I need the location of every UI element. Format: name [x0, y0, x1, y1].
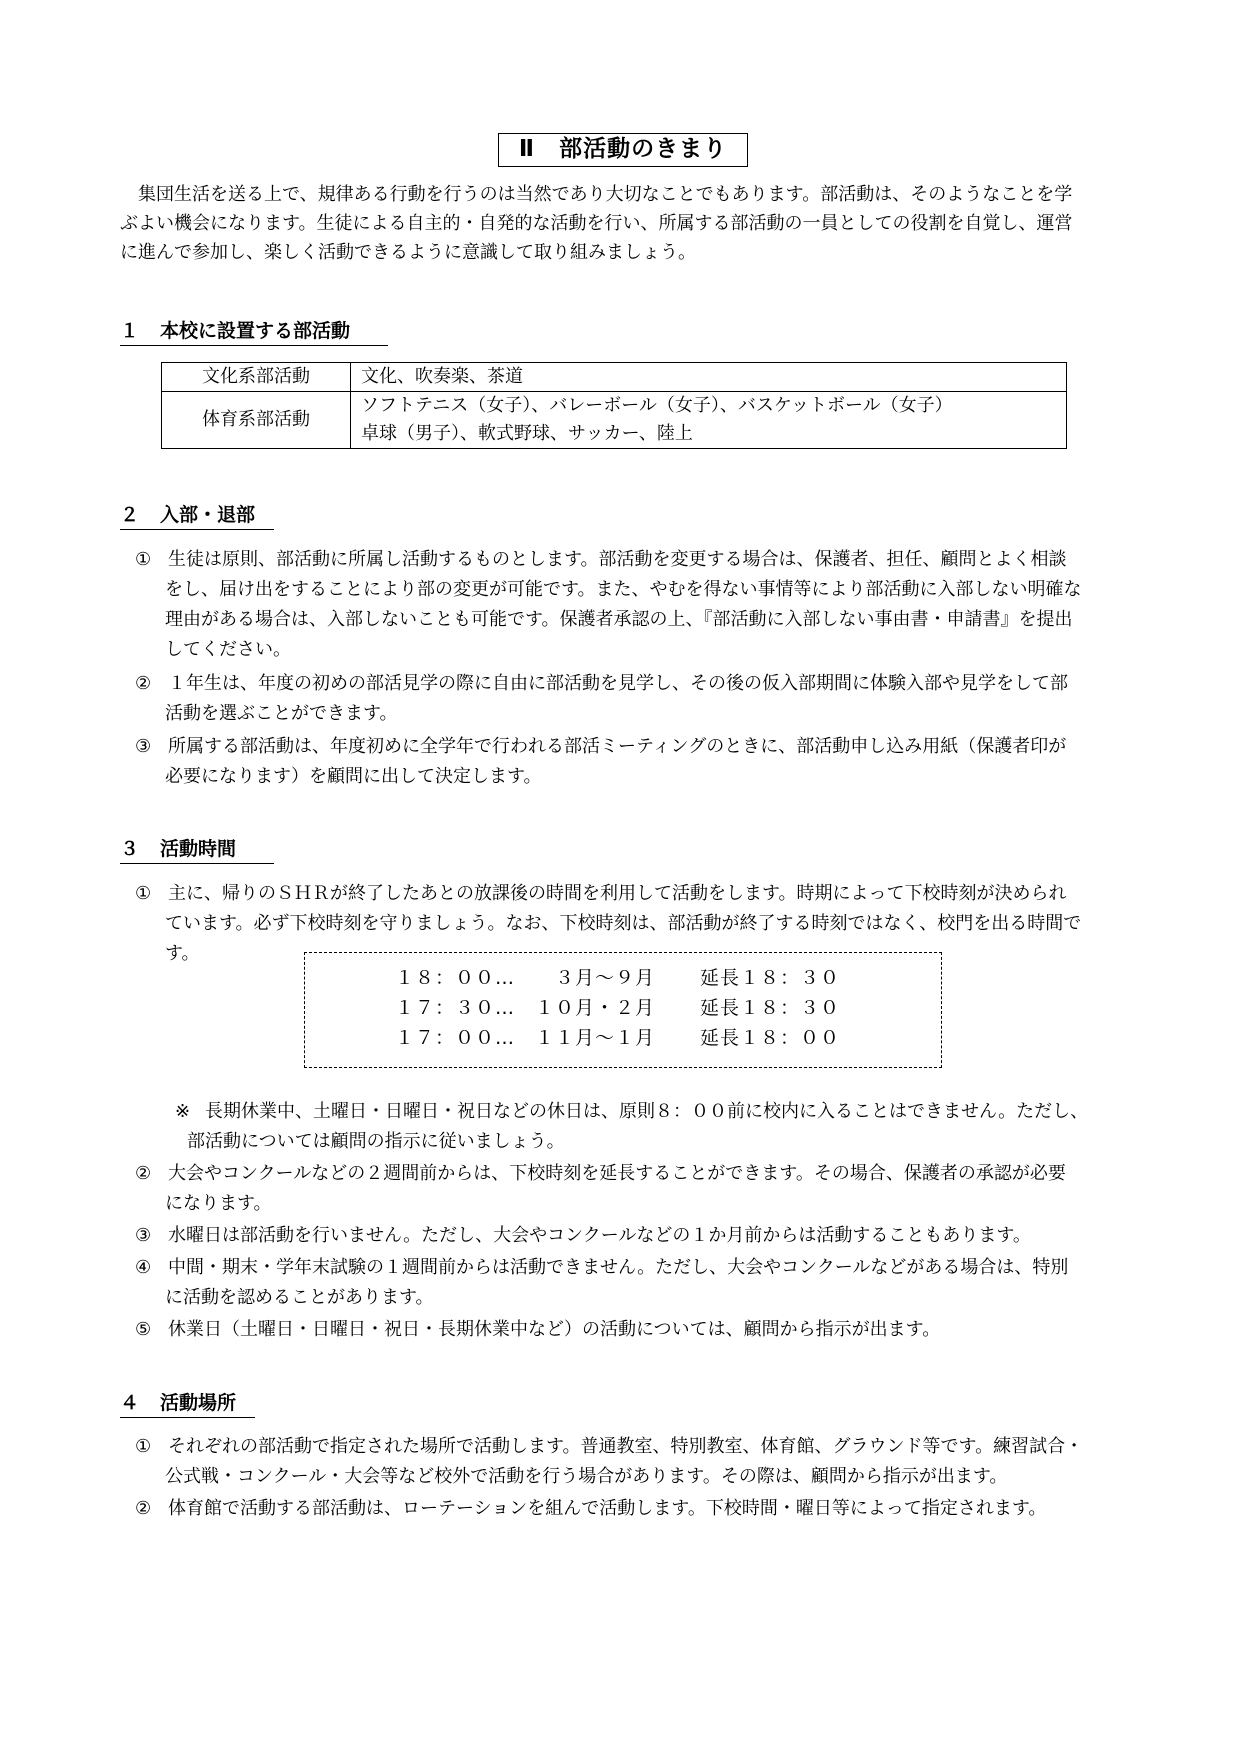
item-line: 公式戦・コンクール・大会等など校外で活動を行う場合があります。その際は、顧問から指示が出ます。	[165, 1466, 1008, 1487]
section-heading-2	[120, 502, 274, 530]
schedule-time: １７：３０…	[395, 997, 516, 1019]
item-line: 必要になります）を顧問に出して決定します。	[165, 766, 542, 787]
section-heading-1	[120, 318, 388, 346]
item-line: してください。	[165, 639, 291, 660]
item-line: 体育館で活動する部活動は、ローテーションを組んで活動します。下校時間・曜日等によって指定されます。	[168, 1498, 1047, 1519]
item-marker: ④	[135, 1257, 152, 1278]
sports-clubs-list	[351, 392, 1067, 449]
list-item	[135, 669, 1135, 729]
list-item	[135, 1253, 1135, 1313]
sports-clubs-line: ソフトテニス（女子）、バレーボール（女子）、バスケットボール（女子）	[361, 395, 953, 416]
schedule-row	[305, 963, 941, 993]
item-line: す。	[165, 943, 200, 964]
item-line: に活動を認めることがあります。	[165, 1287, 434, 1308]
sports-clubs-label: 体育系部活動	[162, 392, 351, 449]
note-marker: ※	[175, 1101, 191, 1122]
section-number: ２	[120, 504, 140, 526]
item-marker: ②	[135, 1498, 152, 1519]
item-marker: ②	[135, 673, 152, 694]
item-line: 大会やコンクールなどの２週間前からは、下校時刻を延長することができます。その場合、保護者の承認が必要	[168, 1163, 1066, 1184]
section-number: ４	[120, 1392, 140, 1414]
list-item	[135, 1315, 1135, 1345]
list-item	[135, 732, 1135, 792]
schedule-months: １０月・２月	[535, 997, 656, 1019]
list-item	[135, 545, 1135, 665]
clubs-table	[161, 362, 1067, 449]
schedule-row	[305, 993, 941, 1023]
section-title: 活動場所	[160, 1392, 237, 1414]
item-line: をし、届け出をすることにより部の変更が可能です。また、やむを得ない事情等により部活動に入部しない明確な	[165, 579, 1082, 600]
note-item	[175, 1097, 1135, 1157]
intro-paragraph	[120, 180, 1130, 267]
item-line: １年生は、年度の初めの部活見学の際に自由に部活動を見学し、その後の仮入部期間に体験入部や見学をして部	[168, 673, 1068, 694]
section-number: ３	[120, 838, 140, 860]
item-line: になります。	[165, 1193, 272, 1214]
item-line: 理由がある場合は、入部しないことも可能です。保護者承認の上、『部活動に入部しない事由書・申請書』を提出	[165, 609, 1073, 630]
schedule-months: ３月～９月	[535, 967, 656, 989]
item-line: 活動を選ぶことができます。	[165, 703, 398, 724]
schedule-time: １７：００…	[395, 1027, 516, 1049]
intro-line: 集団生活を送る上で、規律ある行動を行うのは当然であり大切なことでもあります。部活動は、そのようなことを学	[120, 184, 1073, 205]
note-line: 部活動については顧問の指示に従いましょう。	[187, 1131, 565, 1152]
item-marker: ②	[135, 1163, 152, 1184]
item-marker: ①	[135, 1436, 152, 1457]
list-item	[135, 1221, 1135, 1251]
section-title: 入部・退部	[160, 504, 256, 526]
list-item	[135, 1432, 1135, 1492]
item-line: 主に、帰りのＳＨＲが終了したあとの放課後の時間を利用して活動をします。時期によって下校時刻が決められ	[168, 883, 1067, 904]
schedule-row	[305, 1023, 941, 1053]
item-line: 水曜日は部活動を行いません。ただし、大会やコンクールなどの１か月前からは活動することもあります。	[168, 1225, 1031, 1246]
schedule-extension: 延長１８：３０	[700, 997, 841, 1019]
list-item	[135, 1494, 1135, 1524]
item-line: 中間・期末・学年末試験の１週間前からは活動できません。ただし、大会やコンクールなどがある場合は、特別	[168, 1257, 1069, 1278]
table-row	[162, 363, 1067, 392]
schedule-extension: 延長１８：３０	[700, 967, 841, 989]
note-line: 長期休業中、土曜日・日曜日・祝日などの休日は、原則８：００前に校内に入ることはできません。ただし、	[205, 1101, 1089, 1122]
schedule-months: １１月～１月	[535, 1027, 656, 1049]
item-line: 所属する部活動は、年度初めに全学年で行われる部活ミーティングのときに、部活動申し込み用紙（保護者印が	[168, 736, 1067, 757]
list-item	[135, 1159, 1135, 1219]
intro-line: ぶよい機会になります。生徒による自主的・自発的な活動を行い、所属する部活動の一員としての役割を自覚し、運営	[120, 213, 1073, 234]
item-line: ています。必ず下校時刻を守りましょう。なお、下校時刻は、部活動が終了する時刻ではなく、校門を出る時間で	[165, 913, 1082, 934]
item-marker: ③	[135, 1225, 152, 1246]
intro-line: に進んで参加し、楽しく活動できるように意識して取り組みましょう。	[120, 242, 696, 263]
culture-clubs-label: 文化系部活動	[162, 363, 351, 392]
page-title: Ⅱ 部活動のきまり	[498, 133, 748, 167]
section-title: 本校に設置する部活動	[160, 320, 351, 342]
culture-clubs-list: 文化、吹奏楽、茶道	[351, 363, 1067, 392]
item-marker: ③	[135, 736, 152, 757]
item-line: 生徒は原則、部活動に所属し活動するものとします。部活動を変更する場合は、保護者、担任、顧問とよく相談	[168, 549, 1067, 570]
sports-clubs-line: 卓球（男子）、軟式野球、サッカー、陸上	[361, 423, 693, 444]
item-marker: ⑤	[135, 1319, 152, 1340]
item-line: 休業日（土曜日・日曜日・祝日・長期休業中など）の活動については、顧問から指示が出ます。	[168, 1319, 941, 1340]
table-row	[162, 392, 1067, 449]
item-line: それぞれの部活動で指定された場所で活動します。普通教室、特別教室、体育館、グラウンド等です。練習試合・	[168, 1436, 1084, 1457]
section-heading-4	[120, 1390, 255, 1418]
dismissal-time-box	[304, 952, 942, 1068]
section-heading-3	[120, 836, 274, 864]
item-marker: ①	[135, 549, 152, 570]
section-title: 活動時間	[160, 838, 237, 860]
schedule-extension: 延長１８：００	[700, 1027, 841, 1049]
section-number: １	[120, 320, 140, 342]
schedule-time: １８：００…	[395, 967, 516, 989]
item-marker: ①	[135, 883, 152, 904]
